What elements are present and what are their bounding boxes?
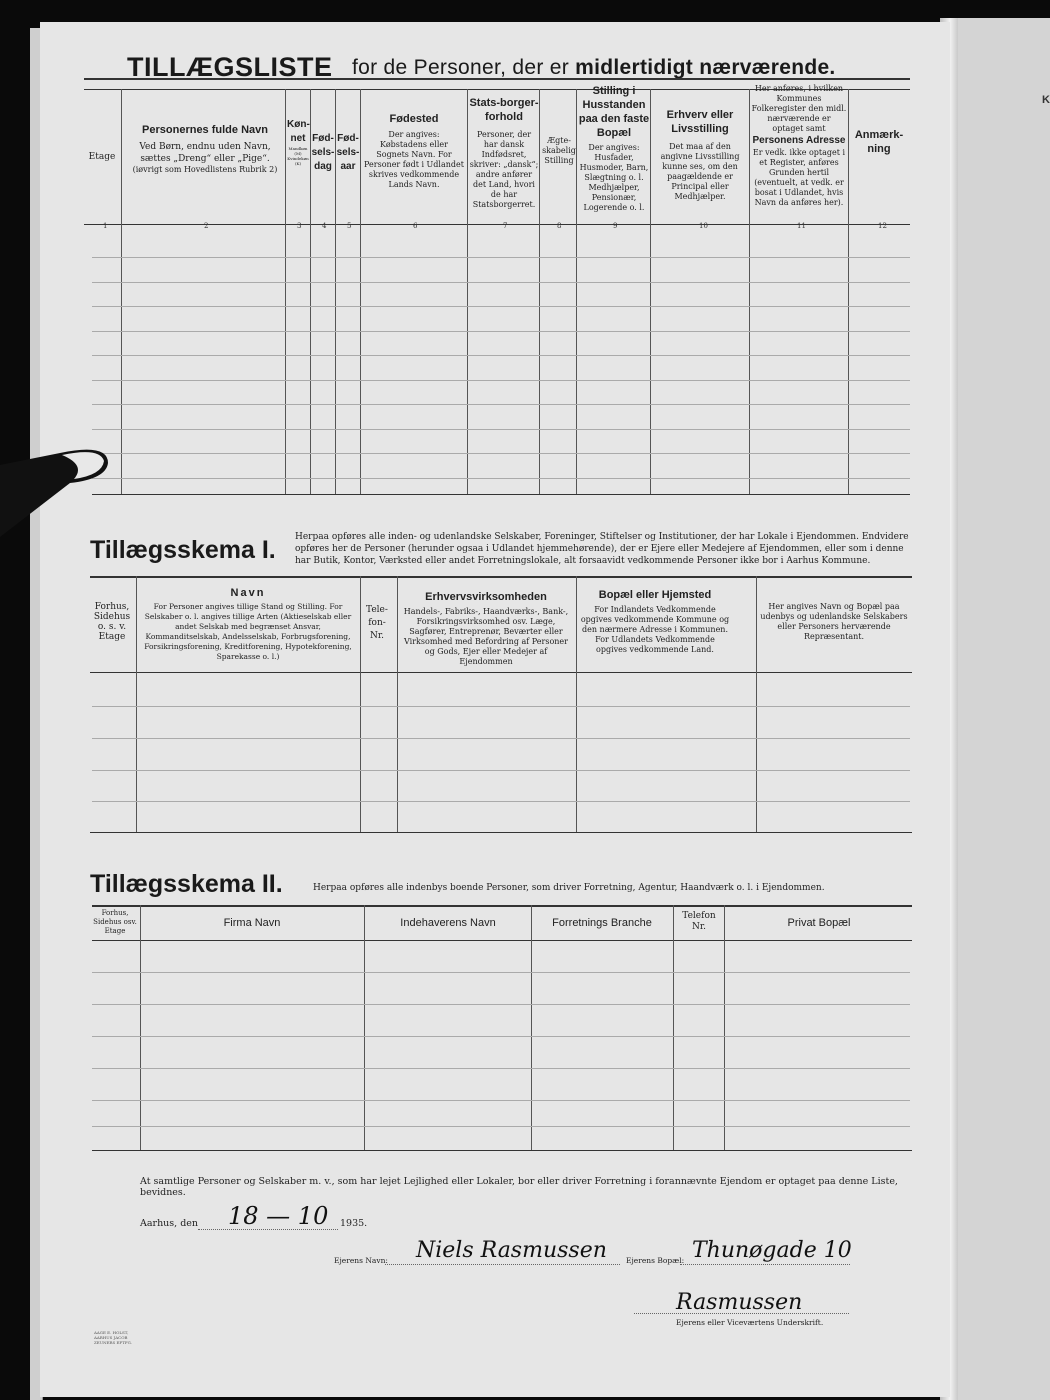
main-table-row-line-2 (92, 306, 910, 307)
skema1-bottom-rule (90, 832, 912, 833)
skema1-col-divider-4 (756, 576, 757, 832)
skema1-title: Tillægsskema I. (90, 536, 276, 564)
col-address: Her anføres, i hvilken Kommunes Folkeregister den midl. nærværende er optaget samt Personens Adresse Er vedk. ikke optaget i et Register, anføres Grunden hertil (eventuelt, at vedk. er bosat i Udlandet, hvis Navn da anføres her). (751, 84, 847, 207)
skema2-col-divider-0 (140, 905, 141, 1150)
skema1-top-rule (90, 576, 912, 578)
skema2-col-divider-1 (364, 905, 365, 1150)
main-col-divider-10 (848, 89, 849, 494)
skema2-top-rule (92, 905, 912, 907)
main-col-divider-8 (650, 89, 651, 494)
skema2-col-firm: Firma Navn (223, 917, 281, 929)
handwritten-date: 18 — 10 (228, 1202, 329, 1230)
col-marital: Ægte-skabelig Stilling (542, 136, 576, 165)
col-birthyear: Fød-sels-aar (336, 133, 360, 172)
handwritten-owner-name: Niels Rasmussen (416, 1238, 607, 1263)
skema1-row-line-1 (92, 738, 910, 739)
main-table-bottom-rule (92, 494, 910, 495)
skema1-col-divider-1 (360, 576, 361, 832)
skema1-col-phone: Tele-fon-Nr. (366, 605, 388, 641)
owner-name-line (385, 1264, 620, 1265)
column-number: 3 (297, 222, 302, 230)
skema2-header-rule (92, 940, 912, 941)
skema2-col-owner: Indehaverens Navn (400, 917, 496, 929)
skema2-col-divider-2 (531, 905, 532, 1150)
skema2-col-branch: Forretnings Branche (552, 917, 652, 929)
clip-shadow (0, 445, 110, 545)
column-number: 11 (797, 222, 806, 230)
skema2-description: Herpaa opføres alle indenbys boende Personer, som driver Forretning, Agentur, Haandværk o. l. i Ejendommen. (313, 883, 825, 893)
column-number: 6 (413, 222, 418, 230)
main-col-divider-5 (467, 89, 468, 494)
year: 1935. (340, 1218, 368, 1229)
place-date-label: Aarhus, den (140, 1218, 199, 1229)
skema1-row-line-3 (92, 801, 910, 802)
skema2-row-line-4 (92, 1100, 910, 1101)
main-table-row-line-9 (92, 478, 910, 479)
handwritten-owner-address: Thunøgade 10 (692, 1238, 852, 1263)
skema2-col-etage: Forhus, Sidehus osv. Etage (93, 909, 137, 935)
adjacent-page (950, 18, 1050, 1400)
main-table-row-line-6 (92, 404, 910, 405)
column-number: 7 (503, 222, 508, 230)
printer-mark: AAGE E. HOLST, AARHUS JACOB ZEUNERS EFTFG. (94, 1330, 132, 1345)
skema1-col-residence: Bopæl eller Hjemsted For Indlandets Vedkommende opgives vedkommende Kommune og den nærmere Adresse i Kommunen. For Udlandets Vedkommende opgives vedkommende Land. (580, 589, 730, 654)
skema1-col-business: Erhvervsvirksomheden Handels-, Fabriks-, Haandværks-, Bank-, Forsikringsvirksomhed osv. Læge, Sagfører, Entreprenør, Beværter eller Virksomhed med Befordring af Personer og Gods, Ejer eller Medejer af Ejendommen (403, 591, 569, 666)
main-table-row-line-8 (92, 453, 910, 454)
main-col-divider-4 (360, 89, 361, 494)
attestation-text: At samtlige Personer og Selskaber m. v., som har lejet Lejlighed eller Lokaler, bor eller driver Forretning i forannævnte Ejendom er optaget paa denne Liste, bevidnes. (140, 1176, 898, 1198)
column-number: 1 (103, 222, 108, 230)
skema1-col-name: Navn For Personer angives tillige Stand og Stilling. For Selskaber o. l. angives tillige Arten (Aktieselskab eller andet Selskab med begrænset Ansvar, Kommanditselskab, Andelsselskab, Forbrugsforening, Forsikringsforening, Kreditforening, Hypotekforening, Sparekasse o. l.) (144, 587, 352, 661)
skema2-row-line-5 (92, 1126, 910, 1127)
main-col-divider-9 (749, 89, 750, 494)
owner-address-line (680, 1264, 850, 1265)
skema2-row-line-2 (92, 1036, 910, 1037)
col-citizenship: Stats-borger-forhold Personer, der har dansk Indfødsret, skriver: „dansk“; andre anfører det Land, hvori de har Statsborgerret. (469, 97, 539, 209)
skema2-row-line-1 (92, 1004, 910, 1005)
column-number: 10 (699, 222, 708, 230)
skema1-description: Herpaa opføres alle inden- og udenlandske Selskaber, Foreninger, Stiftelser og Institutioner, der har Lokale i Ejendommen. Endvidere opføres her de Personer (herunder ogsaa i Udlandet hjemmehørende), der er Ejere eller Medejere af Ejendommen, eller som i denne har Butik, Kontor, Værksted eller andet Forretningslokale, alt forsaavidt vedkommende Personer ikke bor i Aarhus Kommune. (295, 532, 909, 566)
skema1-row-line-2 (92, 770, 910, 771)
skema2-bottom-rule (92, 1150, 912, 1151)
col-etage: Etage (88, 152, 116, 162)
skema1-col-etage: Forhus, Sidehus o. s. v. Etage (93, 602, 131, 642)
main-table-row-line-1 (92, 282, 910, 283)
main-table-row-line-3 (92, 331, 910, 332)
signature-label: Ejerens eller Viceværtens Underskrift. (676, 1318, 824, 1327)
column-number: 12 (878, 222, 887, 230)
skema2-col-private-address: Privat Bopæl (787, 917, 851, 929)
col-remarks: Anmærk-ning (854, 129, 904, 155)
column-number: 9 (613, 222, 618, 230)
main-table-top-rule (84, 78, 910, 80)
skema2-row-line-0 (92, 972, 910, 973)
main-table-row-line-5 (92, 380, 910, 381)
skema2-col-divider-3 (673, 905, 674, 1150)
form-subtitle: for de Personer, der er midlertidigt nærværende. (352, 56, 836, 79)
skema1-col-divider-0 (136, 576, 137, 832)
skema1-header-rule (90, 672, 912, 673)
main-table-row-line-4 (92, 355, 910, 356)
main-table-row-line-0 (92, 257, 910, 258)
skema2-col-divider-4 (724, 905, 725, 1150)
skema2-col-phone: Telefon Nr. (682, 911, 716, 932)
skema2-row-line-3 (92, 1068, 910, 1069)
handwritten-signature: Rasmussen (676, 1290, 803, 1315)
main-table-row-line-7 (92, 429, 910, 430)
column-number: 4 (322, 222, 327, 230)
skema1-col-divider-2 (397, 576, 398, 832)
column-number: 5 (347, 222, 352, 230)
skema1-row-line-0 (92, 706, 910, 707)
column-number: 2 (204, 222, 209, 230)
col-birthday: Fød-sels-dag (311, 133, 335, 172)
skema1-col-divider-3 (576, 576, 577, 832)
skema2-title: Tillægsskema II. (90, 870, 283, 898)
form-title: TILLÆGSLISTE (127, 52, 333, 82)
col-gender: Køn-net Mandkøn (M) Kvindekøn (K) (287, 119, 310, 166)
col-birthplace: Fødested Der angives: Købstadens eller Sognets Navn. For Personer født i Udlandet skrives vedkommende Lands Navn. (364, 113, 464, 189)
main-col-divider-0 (121, 89, 122, 494)
col-occupation: Erhverv eller Livsstilling Det maa af den angivne Livsstilling kunne ses, om den paagældende er Principal eller Medhjælper. (660, 109, 740, 201)
col-household: Stilling i Husstanden paa den faste Bopæl Der angives: Husfader, Husmoder, Barn, Slægtning o. l. Medhjælper, Pensionær, Logerende o. l. (578, 85, 650, 212)
owner-name-label: Ejerens Navn: (334, 1256, 388, 1265)
adjacent-page-letter: K (1042, 94, 1050, 106)
column-number: 8 (557, 222, 562, 230)
owner-address-label: Ejerens Bopæl: (626, 1256, 685, 1265)
main-col-divider-7 (576, 89, 577, 494)
col-name: Personernes fulde Navn Ved Børn, endnu uden Navn, sættes „Dreng“ eller „Pige“. (iøvrigt som Hovedlistens Rubrik 2) (132, 124, 278, 174)
main-col-divider-6 (539, 89, 540, 494)
skema1-col-representative: Her angives Navn og Bopæl paa udenbys og udenlandske Selskabers eller Personers herværende Repræsentant. (760, 602, 908, 641)
